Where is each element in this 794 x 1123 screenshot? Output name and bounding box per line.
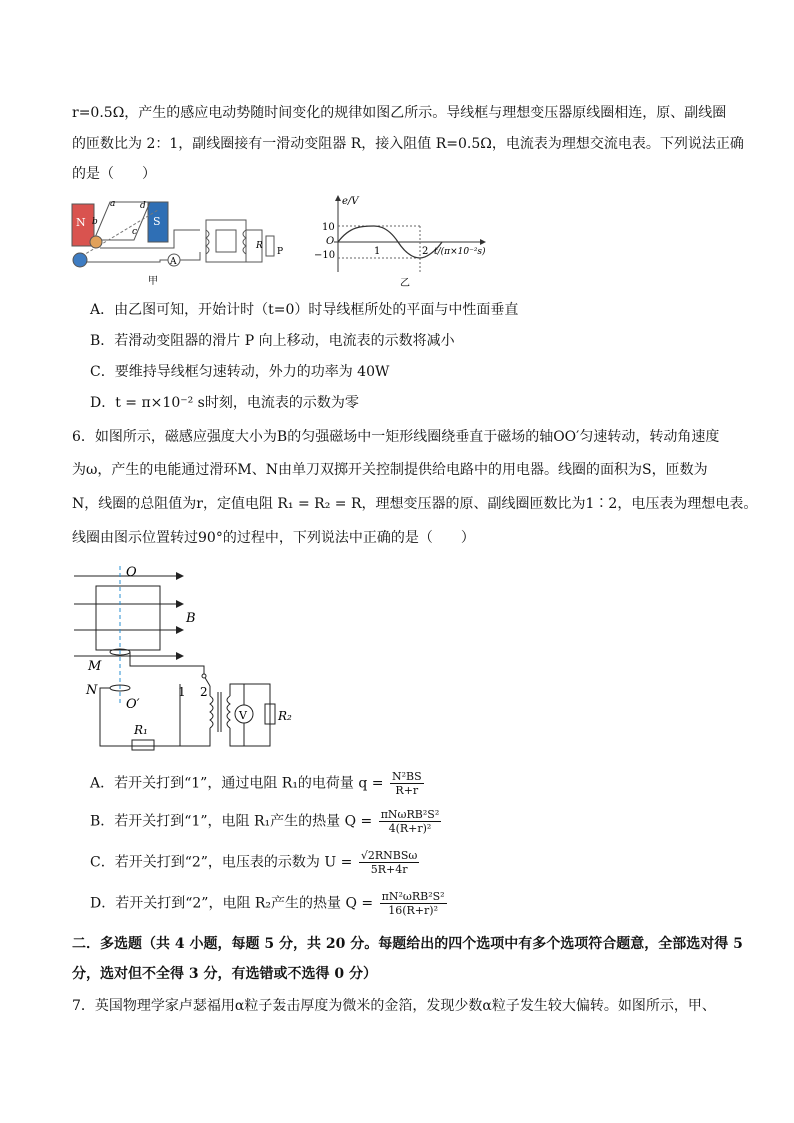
q5-text-line1: r=0.5Ω，产生的感应电动势随时间变化的规律如图乙所示。导线框与理想变压器原线圈相连，原、副线圈 <box>72 105 727 121</box>
q5-figure-yi <box>310 192 500 290</box>
yi-ytick-pos: 10 <box>322 222 335 233</box>
q5-option-c: C．要维持导线框匀速转动，外力的功率为 40W <box>90 364 390 380</box>
q6-option-c-den: 5R+4r <box>370 863 408 876</box>
label-a: a <box>110 199 116 209</box>
magnet-n-label: N <box>76 216 86 229</box>
q6-option-a <box>90 770 426 797</box>
q6-option-c-num: √2RNBSω <box>360 849 418 862</box>
label-b: b <box>92 217 98 227</box>
q6-option-d <box>90 890 449 917</box>
q6-option-a-fraction <box>390 770 424 797</box>
q6-option-d-den: 16(R+r)² <box>388 904 438 917</box>
q6-option-d-num: πN²ωRB²S² <box>381 890 445 903</box>
yi-origin: O <box>326 236 335 247</box>
q6-option-b-fraction <box>379 808 442 835</box>
axis-o-label: O <box>126 565 137 580</box>
yi-ylabel: e/V <box>342 196 359 207</box>
q7-text-line1: 7．英国物理学家卢瑟福用α粒子轰击厚度为微米的金箔，发现少数α粒子发生较大偏转。如图所示，甲、 <box>72 998 716 1014</box>
section2-heading-line2: 分，选对但不全得 3 分，有选错或不选得 0 分） <box>72 966 377 982</box>
figure-jia-caption: 甲 <box>148 276 158 287</box>
yi-ytick-neg: −10 <box>314 250 336 261</box>
q5-option-a: A．由乙图可知，开始计时（t=0）时导线框所处的平面与中性面垂直 <box>90 302 519 318</box>
figure-yi-caption: 乙 <box>400 278 410 289</box>
q6-option-b-den: 4(R+r)² <box>388 822 432 835</box>
q6-option-a-num: N²BS <box>391 770 422 783</box>
switch-2-label: 2 <box>200 685 208 699</box>
magnet-s-label: S <box>153 215 161 228</box>
q6-option-b <box>90 808 443 835</box>
q5-option-d: D．t = π×10⁻² s时刻，电流表的示数为零 <box>90 395 359 411</box>
switch-1-label: 1 <box>178 685 186 699</box>
section2-heading-line1: 二．多选题（共 4 小题，每题 5 分，共 20 分。每题给出的四个选项中有多个选项符合题意，全部选对得 5 <box>72 936 743 952</box>
q6-option-d-fraction <box>380 890 447 917</box>
field-b-label: B <box>186 611 196 626</box>
axis-oprime-label: O′ <box>126 697 140 712</box>
q5-text-line3: 的是（ ） <box>72 166 156 182</box>
ring-n-label: N <box>86 683 98 698</box>
q6-option-c-text: C．若开关打到“2”，电压表的示数为 U = <box>90 854 353 871</box>
q6-option-b-num: πNωRB²S² <box>380 808 440 821</box>
q6-option-d-text: D．若开关打到“2”，电阻 R₂产生的热量 Q = <box>90 895 374 912</box>
q6-text-line4: 线圈由图示位置转过90°的过程中，下列说法中正确的是（ ） <box>72 530 475 546</box>
r2-label: R₂ <box>278 709 292 723</box>
q6-option-a-den: R+r <box>395 784 419 797</box>
label-c: c <box>132 227 138 237</box>
yi-xtick-2: 2 <box>422 246 429 257</box>
q5-text-line2: 的匝数比为 2：1，副线圈接有一滑动变阻器 R，接入阻值 R=0.5Ω，电流表为理想交流电表。下列说法正确 <box>72 136 744 152</box>
q6-text-line3: N，线圈的总阻值为r，定值电阻 R₁ = R₂ = R，理想变压器的原、副线圈匝数比为1∶2，电压表为理想电表。 <box>72 496 758 512</box>
q6-option-b-text: B．若开关打到“1”，电阻 R₁产生的热量 Q = <box>90 813 373 830</box>
r1-label: R₁ <box>134 723 148 737</box>
resistor-r-label: R <box>256 241 263 251</box>
q6-option-c-fraction <box>359 849 420 876</box>
q5-figure-jia <box>70 190 285 290</box>
q6-option-c <box>90 849 421 876</box>
label-d: d <box>140 201 146 211</box>
q5-option-b: B．若滑动变阻器的滑片 P 向上移动，电流表的示数将减小 <box>90 333 455 349</box>
yi-xlabel: t/(π×10⁻²s) <box>434 247 486 257</box>
ring-m-label: M <box>88 659 102 674</box>
voltmeter-label: V <box>239 709 247 722</box>
q6-text-line1: 6．如图所示，磁感应强度大小为B的匀强磁场中一矩形线圈绕垂直于磁场的轴OO′匀速转动，转动角速度 <box>72 429 720 445</box>
q6-figure <box>70 560 290 755</box>
ammeter-label: A <box>170 257 177 267</box>
q6-option-a-text: A．若开关打到“1”，通过电阻 R₁的电荷量 q = <box>90 775 384 792</box>
slider-p-label: P <box>277 247 284 257</box>
yi-xtick-1: 1 <box>374 246 381 257</box>
q6-text-line2: 为ω，产生的电能通过滑环M、N由单刀双掷开关控制提供给电路中的用电器。线圈的面积为S，匝数为 <box>72 462 708 478</box>
